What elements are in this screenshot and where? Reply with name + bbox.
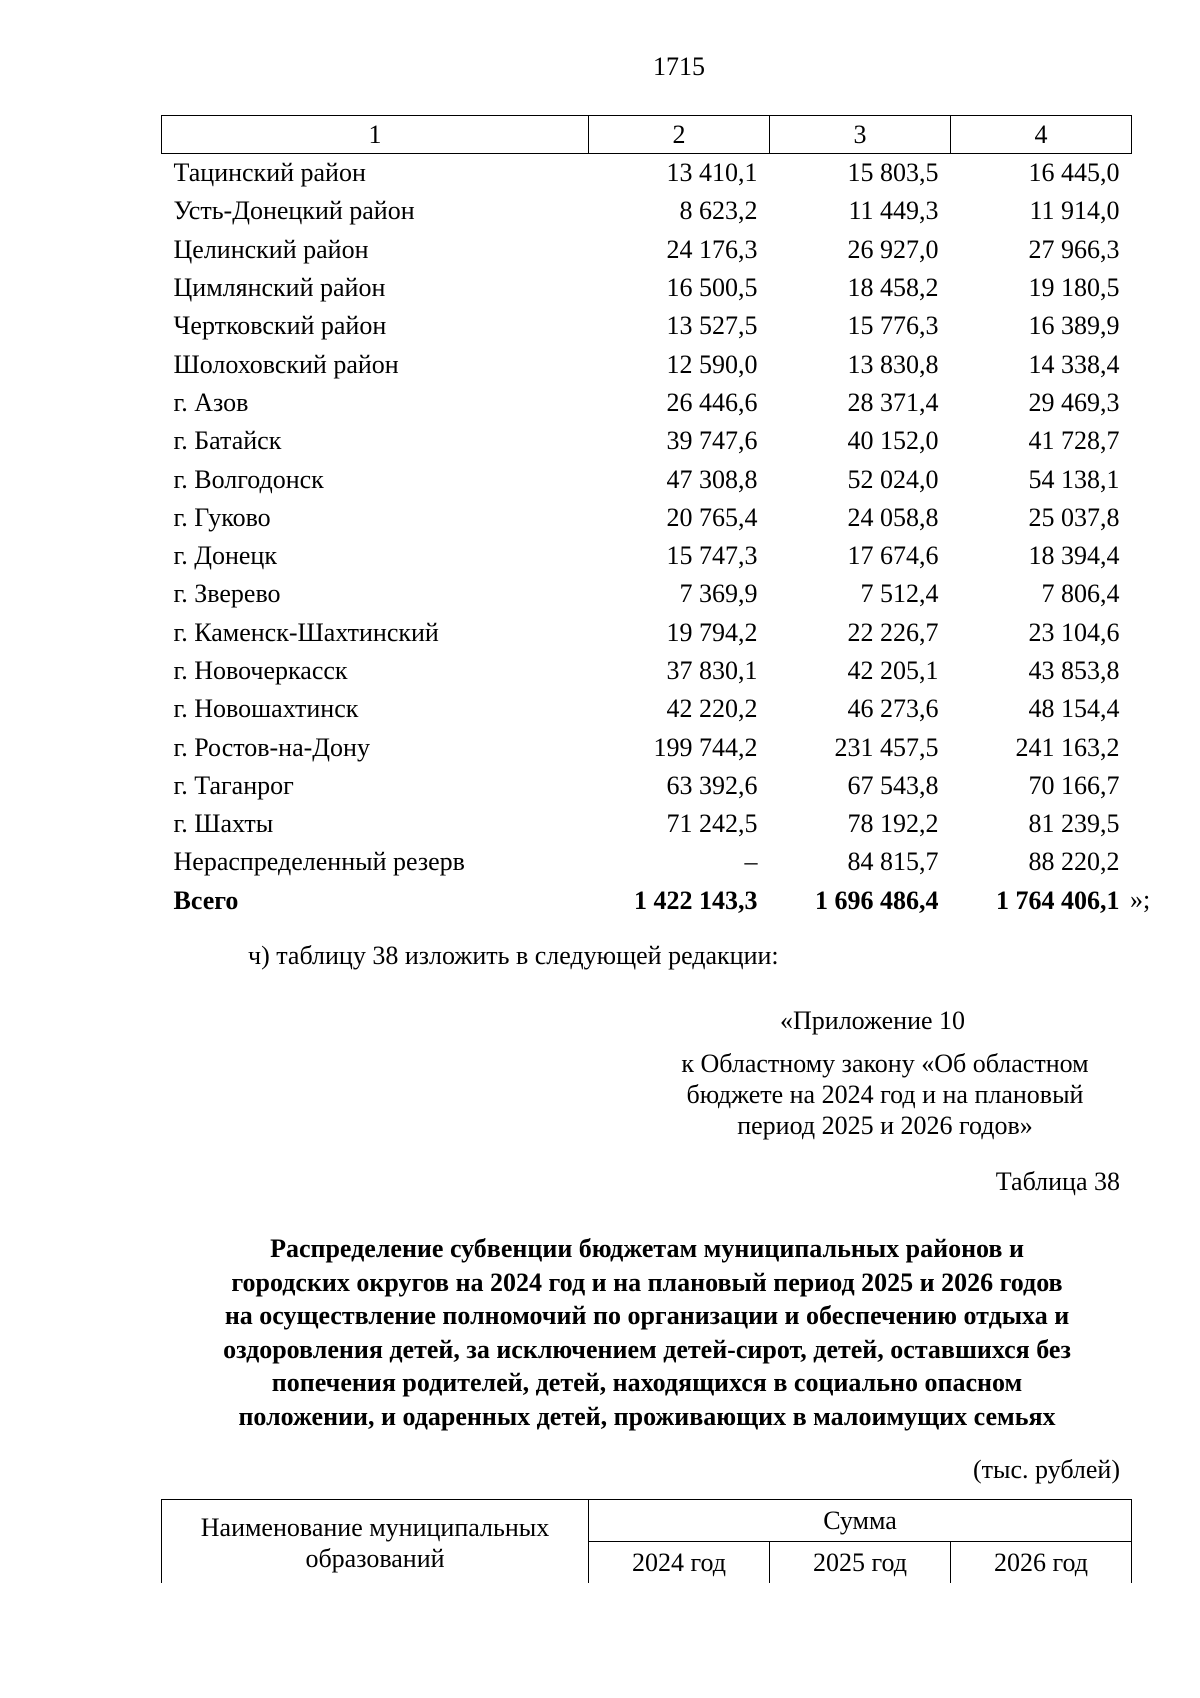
municipality-name-cell: Нераспределенный резерв bbox=[173, 847, 465, 877]
amount-2026-cell: 11 914,0 bbox=[1029, 196, 1120, 226]
column-number-header: 1 bbox=[162, 116, 589, 154]
municipality-name-cell: г. Каменск-Шахтинский bbox=[173, 617, 439, 647]
table-title-line: на осуществление полномочий по организации и обеспечению отдыха и bbox=[224, 1301, 1070, 1330]
column-number-row bbox=[162, 116, 1132, 154]
page-number: 1715 bbox=[653, 52, 705, 81]
total-row bbox=[162, 882, 1132, 920]
appendix-reference-line: к Областному закону «Об областном bbox=[681, 1049, 1089, 1078]
amount-2026-cell: 81 239,5 bbox=[1028, 809, 1120, 839]
municipality-name-cell: г. Новочеркасск bbox=[173, 656, 348, 685]
amount-2026-cell: 18 394,4 bbox=[1028, 541, 1120, 571]
amount-2024-cell: 20 765,4 bbox=[666, 502, 758, 532]
amount-2025-cell: 84 815,7 bbox=[847, 847, 939, 877]
amount-2026-cell: 54 138,1 bbox=[1028, 464, 1120, 494]
amount-2025-cell: 11 449,3 bbox=[848, 196, 939, 226]
amount-2024-cell: 16 500,5 bbox=[666, 273, 758, 303]
amount-2025-cell: 18 458,2 bbox=[847, 273, 939, 303]
column-number-header: 2 bbox=[589, 116, 770, 154]
municipality-name-cell: г. Шахты bbox=[173, 809, 274, 839]
amount-2024-cell: 7 369,9 bbox=[679, 579, 758, 609]
amount-2024-cell: 63 392,6 bbox=[666, 770, 758, 800]
table-row bbox=[162, 652, 1132, 690]
amount-2026-cell: 70 166,7 bbox=[1028, 770, 1120, 800]
amount-2025-cell: 52 024,0 bbox=[847, 464, 939, 494]
year-header-2024: 2024 год bbox=[589, 1542, 770, 1584]
amount-2026-cell: 25 037,8 bbox=[1028, 502, 1120, 532]
municipality-name-cell: Всего bbox=[173, 885, 239, 915]
table-row bbox=[162, 537, 1132, 575]
table-row bbox=[162, 345, 1132, 383]
amount-2024-cell: 15 747,3 bbox=[666, 541, 758, 571]
amount-2025-cell: 28 371,4 bbox=[847, 387, 939, 417]
municipality-name-cell: Тацинский район bbox=[173, 158, 366, 188]
amount-2025-cell: 42 205,1 bbox=[847, 656, 939, 685]
amount-2026-cell: 48 154,4 bbox=[1028, 694, 1120, 724]
amount-2025-cell: 26 927,0 bbox=[847, 234, 939, 264]
municipality-name-cell: г. Батайск bbox=[173, 426, 282, 456]
amount-2024-cell: 47 308,8 bbox=[666, 464, 758, 494]
amount-2026-cell: 14 338,4 bbox=[1028, 349, 1120, 379]
municipality-name-cell: г. Волгодонск bbox=[173, 464, 324, 494]
municipality-name-cell: г. Зверево bbox=[173, 579, 281, 609]
amount-2026-cell: 29 469,3 bbox=[1028, 387, 1120, 417]
municipality-name-cell: г. Таганрог bbox=[173, 770, 294, 800]
table-title-line: Распределение субвенции бюджетам муниципальных районов и bbox=[270, 1234, 1024, 1263]
amount-2024-cell: 199 744,2 bbox=[653, 732, 758, 762]
table-row bbox=[162, 805, 1132, 843]
table-row bbox=[162, 192, 1132, 230]
table-row bbox=[162, 614, 1132, 652]
table-title bbox=[162, 1232, 1132, 1433]
amount-2026-cell: 19 180,5 bbox=[1028, 273, 1120, 303]
table-row bbox=[162, 231, 1132, 269]
column-number-header: 3 bbox=[770, 116, 951, 154]
amount-2024-cell: 39 747,6 bbox=[666, 426, 758, 456]
amount-2025-cell: 67 543,8 bbox=[847, 770, 939, 800]
units-note: (тыс. рублей) bbox=[972, 1455, 1120, 1484]
municipality-name-header-line: Наименование муниципальных bbox=[200, 1513, 550, 1542]
municipality-name-cell: Чертковский район bbox=[173, 311, 387, 341]
amount-2024-cell: 71 242,5 bbox=[666, 809, 758, 839]
amount-2025-cell: 231 457,5 bbox=[834, 732, 939, 762]
amount-2026-cell: 1 764 406,1 bbox=[996, 885, 1120, 915]
closing-quote: »; bbox=[1130, 885, 1151, 914]
table-row bbox=[162, 728, 1132, 766]
amendment-instruction: ч) таблицу 38 изложить в следующей редакции: bbox=[248, 941, 779, 970]
appendix-title: «Приложение 10 bbox=[780, 1006, 966, 1035]
municipality-name-header bbox=[162, 1500, 589, 1584]
amount-2024-cell: 42 220,2 bbox=[666, 694, 758, 724]
amount-2025-cell: 1 696 486,4 bbox=[815, 885, 939, 915]
table-title-line: попечения родителей, детей, находящихся в социально опасном bbox=[271, 1368, 1023, 1397]
amount-2025-cell: 46 273,6 bbox=[847, 694, 939, 724]
budget-table-continuation bbox=[161, 115, 1132, 920]
amount-2024-cell: 26 446,6 bbox=[666, 387, 758, 417]
municipality-name-cell: г. Ростов-на-Дону bbox=[173, 732, 370, 762]
amount-2026-cell: 41 728,7 bbox=[1028, 426, 1120, 456]
table-row bbox=[162, 575, 1132, 613]
subvention-table-header bbox=[161, 1499, 1132, 1583]
table-title-line: городских округов на 2024 год и на плановый период 2025 и 2026 годов bbox=[231, 1267, 1063, 1297]
table-row bbox=[162, 384, 1132, 422]
amount-2026-cell: 23 104,6 bbox=[1028, 617, 1120, 647]
year-header-2026: 2026 год bbox=[951, 1542, 1132, 1584]
table-row bbox=[162, 460, 1132, 498]
amount-2024-cell: – bbox=[744, 847, 758, 877]
municipality-name-cell: Цимлянский район bbox=[173, 273, 386, 303]
amount-2025-cell: 17 674,6 bbox=[847, 541, 939, 571]
amount-2025-cell: 13 830,8 bbox=[847, 349, 939, 379]
column-number-header: 4 bbox=[951, 116, 1132, 154]
appendix-reference bbox=[640, 1048, 1130, 1141]
table-row bbox=[162, 307, 1132, 345]
municipality-name-cell: г. Новошахтинск bbox=[173, 694, 359, 724]
amount-2026-cell: 7 806,4 bbox=[1041, 579, 1120, 609]
budget-table-body bbox=[162, 154, 1132, 920]
amount-2025-cell: 7 512,4 bbox=[860, 579, 939, 609]
amount-2024-cell: 12 590,0 bbox=[666, 349, 758, 379]
table-row bbox=[162, 843, 1132, 881]
amount-2024-cell: 1 422 143,3 bbox=[634, 885, 758, 915]
municipality-name-cell: г. Гуково bbox=[173, 502, 271, 532]
amount-2026-cell: 43 853,8 bbox=[1028, 656, 1120, 685]
amount-2024-cell: 13 410,1 bbox=[666, 158, 758, 188]
amount-2024-cell: 37 830,1 bbox=[666, 656, 758, 685]
table-row bbox=[162, 690, 1132, 728]
municipality-name-header-line: образований bbox=[305, 1544, 445, 1573]
table-label: Таблица 38 bbox=[995, 1167, 1120, 1196]
sum-header: Сумма bbox=[589, 1500, 1132, 1542]
amount-2024-cell: 24 176,3 bbox=[666, 234, 758, 264]
amount-2026-cell: 16 389,9 bbox=[1028, 311, 1120, 341]
municipality-name-cell: Шолоховский район bbox=[173, 349, 399, 379]
amount-2026-cell: 88 220,2 bbox=[1028, 847, 1120, 877]
amount-2026-cell: 241 163,2 bbox=[1015, 732, 1120, 762]
municipality-name-cell: Целинский район bbox=[173, 234, 369, 264]
table-row bbox=[162, 767, 1132, 805]
amount-2025-cell: 78 192,2 bbox=[847, 809, 939, 839]
municipality-name-cell: Усть-Донецкий район bbox=[173, 196, 415, 226]
amount-2025-cell: 22 226,7 bbox=[847, 617, 939, 647]
table-row bbox=[162, 154, 1132, 193]
table-row bbox=[162, 499, 1132, 537]
appendix-reference-line: период 2025 и 2026 годов» bbox=[737, 1111, 1033, 1140]
amount-2026-cell: 16 445,0 bbox=[1028, 158, 1120, 188]
amount-2024-cell: 8 623,2 bbox=[679, 196, 758, 226]
table-title-line: положении, и одаренных детей, проживающих в малоимущих семьях bbox=[238, 1401, 1056, 1431]
table-row bbox=[162, 422, 1132, 460]
appendix-reference-line: бюджете на 2024 год и на плановый bbox=[686, 1080, 1084, 1109]
amount-2026-cell: 27 966,3 bbox=[1028, 234, 1120, 264]
amount-2025-cell: 15 776,3 bbox=[847, 311, 939, 341]
amount-2024-cell: 19 794,2 bbox=[666, 617, 758, 647]
amount-2025-cell: 40 152,0 bbox=[847, 426, 939, 456]
table-row bbox=[162, 269, 1132, 307]
municipality-name-cell: г. Азов bbox=[173, 387, 249, 417]
municipality-name-cell: г. Донецк bbox=[173, 541, 277, 571]
table-title-line: оздоровления детей, за исключением детей-сирот, детей, оставшихся без bbox=[223, 1334, 1071, 1364]
amount-2025-cell: 24 058,8 bbox=[847, 502, 939, 532]
amount-2025-cell: 15 803,5 bbox=[847, 158, 939, 188]
year-header-2025: 2025 год bbox=[770, 1542, 951, 1584]
amount-2024-cell: 13 527,5 bbox=[666, 311, 758, 341]
